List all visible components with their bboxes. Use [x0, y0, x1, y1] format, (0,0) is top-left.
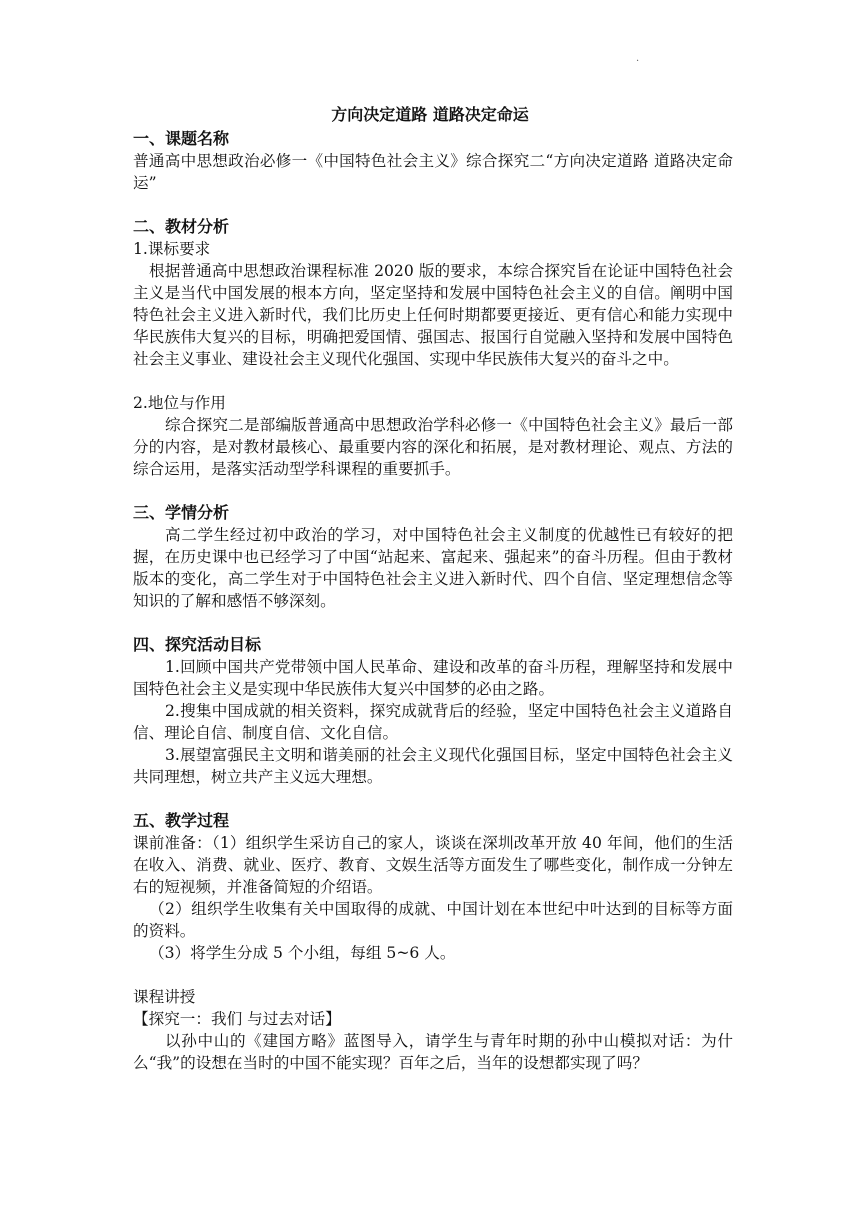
preparation-item-2: （2）组织学生收集有关中国取得的成就、中国计划在本世纪中叶达到的目标等方面的资料。 [133, 900, 733, 940]
preparation-paragraph: 课前准备：（1）组织学生采访自己的家人，谈谈在深圳改革开放 40 年间，他们的生活在收入、消费、就业、医疗、教育、文娱生活等方面发生了哪些变化，制作成一分钟左右的短视频，并准备简短的介绍语。 [133, 834, 733, 896]
spacer [133, 480, 733, 502]
inquiry-one-title: 【探究一：我们 与过去对话】 [133, 1010, 341, 1028]
section-heading-process: 五、教学过程 [133, 811, 230, 830]
corner-mark: · [636, 56, 640, 67]
section-heading-topic: 一、课题名称 [133, 129, 230, 148]
section-heading-textbook: 二、教材分析 [133, 217, 230, 236]
preparation-item-3: （3）将学生分成 5 个小组，每组 5~6 人。 [149, 944, 456, 962]
spacer [133, 370, 733, 392]
students-paragraph: 高二学生经过初中政治的学习，对中国特色社会主义制度的优越性已有较好的把握，在历史课中也已经学习了中国“站起来、富起来、强起来”的奋斗历程。但由于教材版本的变化，高二学生对于中国特色社会主义进入新时代、四个自信、坚定理想信念等知识的了解和感悟不够深刻。 [133, 526, 733, 610]
spacer [133, 788, 733, 810]
lecture-heading: 课程讲授 [133, 988, 196, 1006]
standards-paragraph: 根据普通高中思想政治课程标准 2020 版的要求，本综合探究旨在论证中国特色社会主义是当代中国发展的根本方向，坚定坚持和发展中国特色社会主义的自信。阐明中国特色社会主义进入新时代，我们比历史上任何时期都要更接近、更有信心和能力实现中华民族伟大复兴的目标，明确把爱国情、强国志、报国行自觉融入坚持和发展中国特色社会主义事业、建设社会主义现代化强国、实现中华民族伟大复兴的奋斗之中。 [133, 262, 733, 368]
subheading-standards: 1.课标要求 [133, 240, 211, 258]
objective-item: 1.回顾中国共产党带领中国人民革命、建设和改革的奋斗历程，理解坚持和发展中国特色社会主义是实现中华民族伟大复兴中国梦的必由之路。 [133, 658, 733, 698]
spacer [133, 194, 733, 216]
inquiry-one-paragraph: 以孙中山的《建国方略》蓝图导入，请学生与青年时期的孙中山模拟对话：为什么“我”的设想在当时的中国不能实现？百年之后，当年的设想都实现了吗？ [133, 1032, 733, 1072]
spacer [133, 964, 733, 986]
objective-item: 2.搜集中国成就的相关资料，探究成就背后的经验，坚定中国特色社会主义道路自信、理论自信、制度自信、文化自信。 [133, 702, 733, 742]
document-title: 方向决定道路 道路决定命运 [331, 105, 529, 124]
section-heading-students: 三、学情分析 [133, 503, 230, 522]
role-paragraph: 综合探究二是部编版普通高中思想政治学科必修一《中国特色社会主义》最后一部分的内容，是对教材最核心、最重要内容的深化和拓展，是对教材理论、观点、方法的综合运用，是落实活动型学科课程的重要抓手。 [133, 416, 733, 478]
document-body [133, 128, 733, 1074]
spacer [133, 612, 733, 634]
topic-name-text: 普通高中思想政治必修一《中国特色社会主义》综合探究二“方向决定道路 道路决定命运” [133, 152, 733, 192]
subheading-role: 2.地位与作用 [133, 394, 226, 412]
objective-item: 3.展望富强民主文明和谐美丽的社会主义现代化强国目标，坚定中国特色社会主义共同理想，树立共产主义远大理想。 [133, 746, 733, 786]
section-heading-objectives: 四、探究活动目标 [133, 635, 262, 654]
